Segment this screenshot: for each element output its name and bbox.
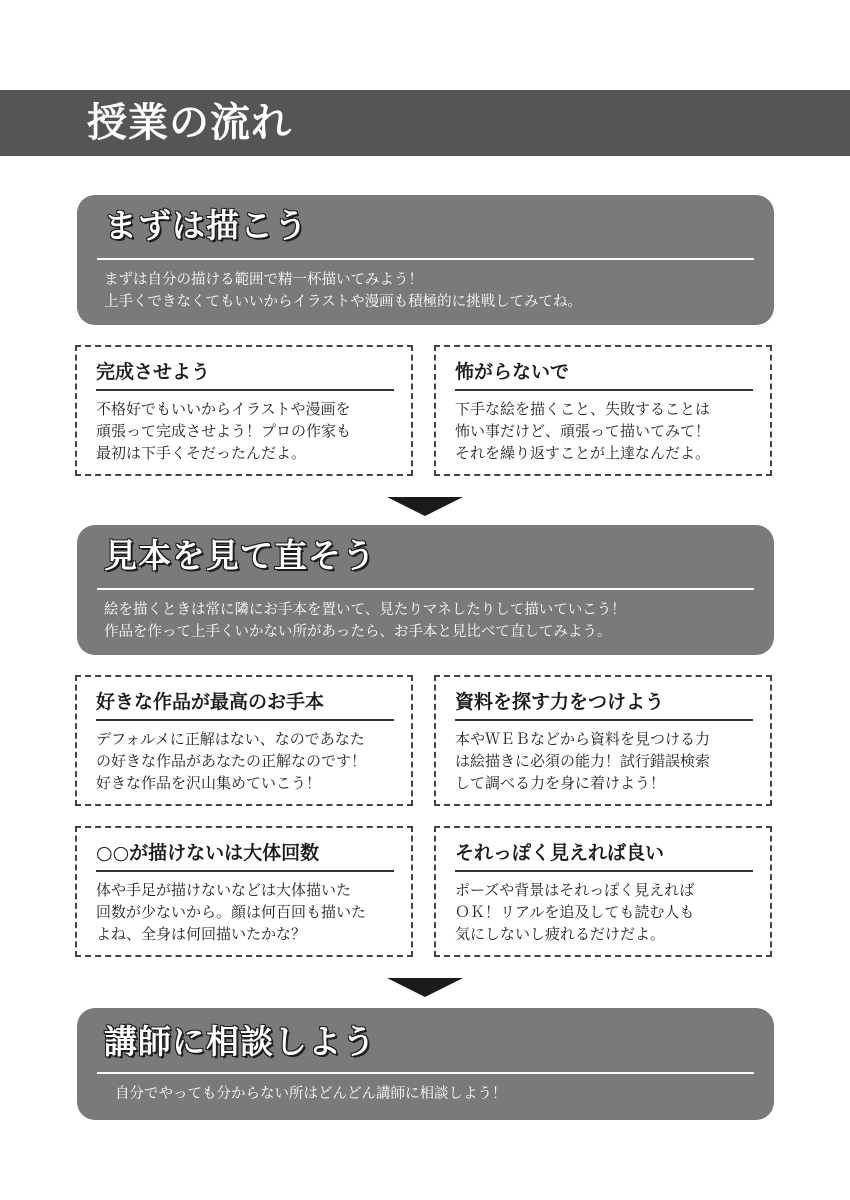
step-title: まずは描こう — [104, 206, 308, 245]
step-description: 絵を描くときは常に隣にお手本を置いて、見たりマネしたりして描いていこう！ 作品を作って上手くいかない所があったら、お手本と見比べて直してみよう。 — [104, 602, 626, 640]
tip-card-title: 好きな作品が最高のお手本 — [96, 691, 325, 713]
step-title: 見本を見て直そう — [104, 536, 376, 575]
tip-card-practice-count — [75, 826, 413, 957]
step-divider — [97, 588, 754, 590]
step-box-consult — [77, 1008, 774, 1120]
tip-card-dont-fear — [434, 345, 772, 476]
step-box-reference — [77, 525, 774, 655]
tip-card-title: それっぽく見えれば良い — [455, 842, 665, 864]
page-title: 授業の流れ — [87, 100, 292, 146]
tip-card-body: デフォルメに正解はない、なのであなた の好きな作品があなたの正解なのです！ 好きな作品を沢山集めていこう！ — [96, 730, 367, 792]
down-arrow-icon — [387, 978, 463, 997]
tip-card-title: ○○が描けないは大体回数 — [96, 842, 320, 864]
step-title: 講師に相談しよう — [104, 1022, 376, 1061]
tip-card-body: 本やＷＥＢなどから資料を見つける力 は絵描きに必須の能力！試行錯誤検索 して調べる力を身に着けよう！ — [455, 730, 711, 792]
down-arrow-icon — [387, 497, 463, 516]
step-description: 自分でやっても分からない所はどんどん講師に相談しよう！ — [115, 1086, 507, 1102]
tip-card-divider — [96, 719, 394, 721]
tip-card-body: 下手な絵を描くこと、失敗することは 怖い事だけど、頑張って描いてみて！ それを繰り返すことが上達なんだよ。 — [455, 400, 711, 462]
tip-card-favorite-work — [75, 675, 413, 806]
tip-card-divider — [455, 870, 753, 872]
tip-card-complete — [75, 345, 413, 476]
tip-card-title: 怖がらないで — [455, 361, 570, 383]
step-divider — [97, 1072, 754, 1074]
step-divider — [97, 258, 754, 260]
step-description: まずは自分の描ける範囲で精一杯描いてみよう！ 上手くできなくてもいいからイラストや漫画も積極的に挑戦してみてね。 — [104, 272, 583, 310]
tip-card-find-references — [434, 675, 772, 806]
tip-card-divider — [455, 719, 753, 721]
tip-card-looks-right — [434, 826, 772, 957]
tip-card-body: 不格好でもいいからイラストや漫画を 頑張って完成させよう！プロの作家も 最初は下手くそだったんだよ。 — [96, 400, 352, 462]
tip-card-title: 完成させよう — [96, 361, 211, 383]
step-box-draw — [77, 195, 774, 325]
tip-card-title: 資料を探す力をつけよう — [455, 691, 665, 713]
tip-card-divider — [455, 389, 753, 391]
tip-card-divider — [96, 870, 394, 872]
tip-card-body: ポーズや背景はそれっぽく見えれば ＯＫ！リアルを追及しても読む人も 気にしないし疲れるだけだよ。 — [455, 881, 695, 943]
tip-card-divider — [96, 389, 394, 391]
tip-card-body: 体や手足が描けないなどは大体描いた 回数が少ないから。顔は何百回も描いた よね、全身は何回描いたかな？ — [96, 881, 367, 943]
